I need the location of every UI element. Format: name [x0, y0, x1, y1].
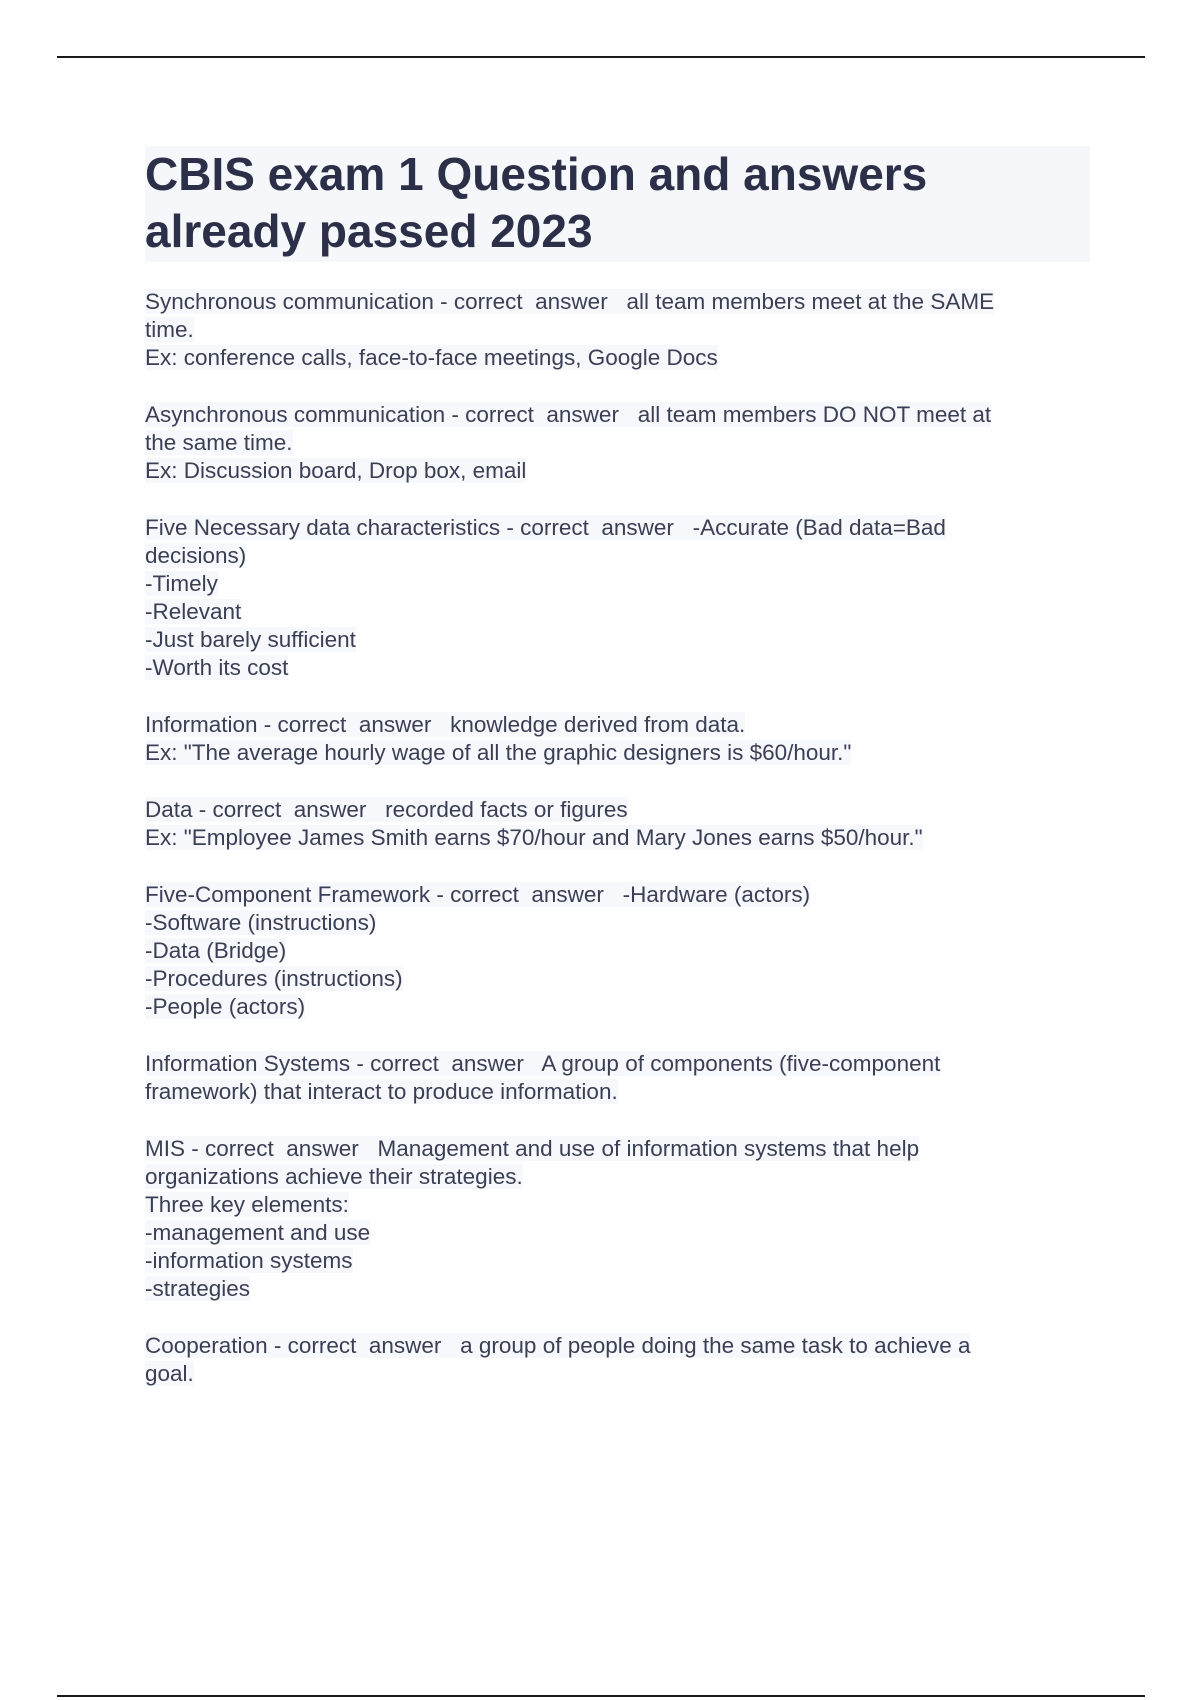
qa-list: [145, 288, 1090, 1388]
qa-line-text: -Software (instructions): [145, 910, 377, 935]
qa-line-text: Cooperation - correct answer a group of people doing the same task to achieve a: [145, 1333, 971, 1358]
qa-entry: [145, 881, 1090, 1021]
qa-line-text: -People (actors): [145, 994, 306, 1019]
qa-line-text: -strategies: [145, 1276, 251, 1301]
qa-line-text: Five-Component Framework - correct answer -Hardware (actors): [145, 882, 811, 907]
qa-line-text: Five Necessary data characteristics - correct answer -Accurate (Bad data=Bad: [145, 515, 946, 540]
qa-entry: [145, 711, 1090, 767]
qa-line-text: -Worth its cost: [145, 655, 289, 680]
qa-line: [145, 739, 1090, 767]
qa-line: [145, 570, 1090, 598]
qa-line-text: Ex: "The average hourly wage of all the graphic designers is $60/hour.": [145, 740, 852, 765]
qa-line: [145, 824, 1090, 852]
qa-line-text: Ex: conference calls, face-to-face meetings, Google Docs: [145, 345, 718, 370]
qa-line: [145, 965, 1090, 993]
qa-line: [145, 1332, 1090, 1360]
qa-line: [145, 457, 1090, 485]
title-line-2: already passed 2023: [145, 205, 593, 257]
qa-line: [145, 1191, 1090, 1219]
qa-line-text: Data - correct answer recorded facts or figures: [145, 797, 628, 822]
qa-line-text: Ex: Discussion board, Drop box, email: [145, 458, 527, 483]
qa-line-text: -management and use: [145, 1220, 371, 1245]
qa-line: [145, 993, 1090, 1021]
qa-line: [145, 626, 1090, 654]
qa-line-text: framework) that interact to produce information.: [145, 1079, 618, 1104]
qa-line-text: -Just barely sufficient: [145, 627, 356, 652]
qa-line-text: MIS - correct answer Management and use of information systems that help: [145, 1136, 920, 1161]
qa-line-text: the same time.: [145, 430, 293, 455]
qa-entry: [145, 796, 1090, 852]
qa-entry: [145, 1050, 1090, 1106]
qa-line: [145, 1050, 1090, 1078]
qa-line: [145, 429, 1090, 457]
qa-line: [145, 598, 1090, 626]
qa-line: [145, 937, 1090, 965]
qa-line: [145, 542, 1090, 570]
qa-line-text: organizations achieve their strategies.: [145, 1164, 523, 1189]
qa-line: [145, 654, 1090, 682]
document-body: [145, 146, 1090, 1417]
qa-line-text: Ex: "Employee James Smith earns $70/hour and Mary Jones earns $50/hour.": [145, 825, 923, 850]
qa-line: [145, 288, 1090, 316]
qa-line: [145, 881, 1090, 909]
qa-line: [145, 316, 1090, 344]
qa-line: [145, 1360, 1090, 1388]
title-block: [145, 146, 1090, 262]
qa-line-text: goal.: [145, 1361, 194, 1386]
qa-entry: [145, 401, 1090, 485]
qa-line-text: -Procedures (instructions): [145, 966, 403, 991]
qa-line: [145, 711, 1090, 739]
qa-line-text: decisions): [145, 543, 247, 568]
qa-line: [145, 1275, 1090, 1303]
qa-line: [145, 1247, 1090, 1275]
qa-line-text: -Data (Bridge): [145, 938, 287, 963]
qa-line: [145, 1219, 1090, 1247]
qa-line: [145, 1163, 1090, 1191]
qa-line: [145, 796, 1090, 824]
qa-line: [145, 909, 1090, 937]
qa-line-text: Information - correct answer knowledge derived from data.: [145, 712, 746, 737]
qa-line-text: Three key elements:: [145, 1192, 349, 1217]
qa-line: [145, 514, 1090, 542]
title-line-1: CBIS exam 1 Question and answers: [145, 148, 928, 200]
qa-line-text: -Timely: [145, 571, 218, 596]
bottom-rule: [57, 1695, 1145, 1697]
qa-line: [145, 344, 1090, 372]
qa-line-text: time.: [145, 317, 194, 342]
qa-line-text: Information Systems - correct answer A group of components (five-component: [145, 1051, 941, 1076]
qa-line-text: -information systems: [145, 1248, 353, 1273]
qa-line-text: Synchronous communication - correct answer all team members meet at the SAME: [145, 289, 995, 314]
qa-entry: [145, 288, 1090, 372]
qa-line-text: -Relevant: [145, 599, 242, 624]
qa-entry: [145, 1332, 1090, 1388]
qa-entry: [145, 514, 1090, 682]
qa-line: [145, 1135, 1090, 1163]
qa-entry: [145, 1135, 1090, 1303]
qa-line: [145, 401, 1090, 429]
document-title: [145, 146, 1090, 260]
qa-line-text: Asynchronous communication - correct answer all team members DO NOT meet at: [145, 402, 992, 427]
qa-line: [145, 1078, 1090, 1106]
top-rule: [57, 56, 1145, 58]
